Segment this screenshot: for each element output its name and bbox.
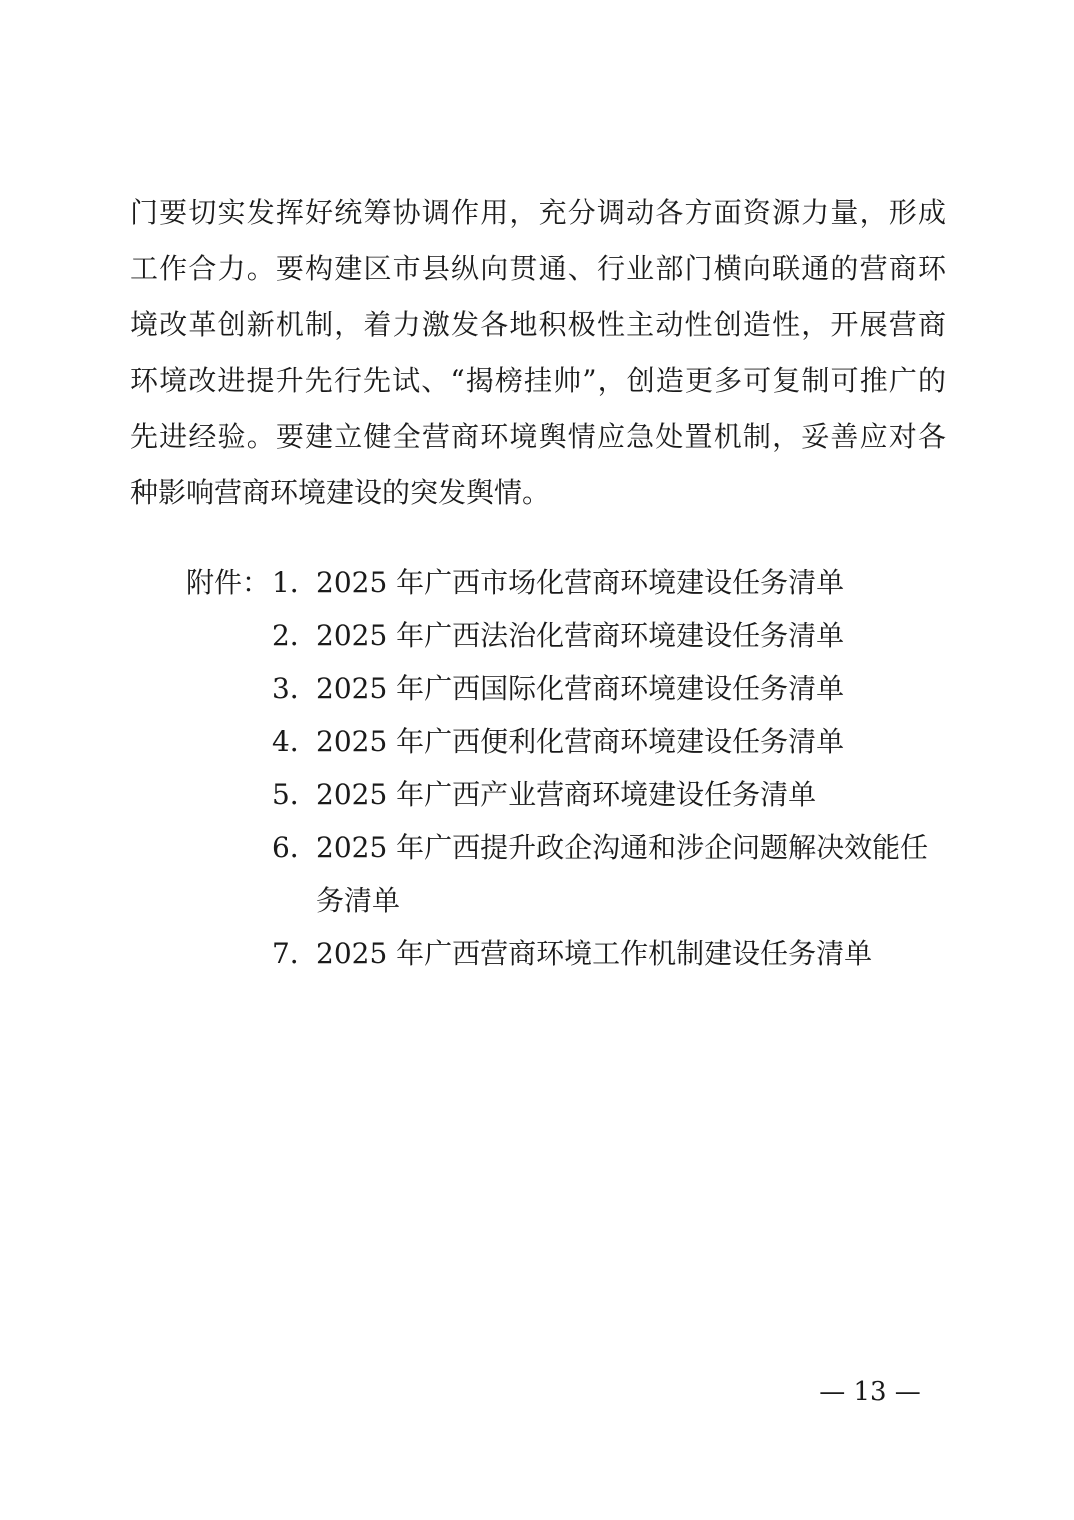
body-line: 门要切实发挥好统筹协调作用，充分调动各方面资源力量，形成 — [130, 196, 946, 229]
attachment-item — [186, 768, 946, 821]
attachment-item — [186, 715, 946, 768]
attachment-title: 2025 年广西营商环境工作机制建设任务清单 — [316, 937, 873, 970]
attachment-number: 4． — [272, 725, 318, 758]
attachment-label: 附件： — [186, 566, 271, 599]
attachment-title: 2025 年广西提升政企沟通和涉企问题解决效能任务清单 — [316, 831, 929, 917]
attachment-item — [186, 609, 946, 662]
attachment-title: 2025 年广西便利化营商环境建设任务清单 — [316, 725, 845, 758]
attachment-title: 2025 年广西法治化营商环境建设任务清单 — [316, 619, 845, 652]
body-line: 种影响营商环境建设的突发舆情。 — [130, 476, 551, 509]
attachment-item — [186, 556, 946, 609]
attachment-number: 7． — [272, 937, 318, 970]
body-line: 境改革创新机制，着力激发各地积极性主动性创造性，开展营商 — [130, 308, 946, 341]
body-line: 工作合力。要构建区市县纵向贯通、行业部门横向联通的营商环 — [130, 252, 946, 285]
attachment-number: 1． — [272, 566, 318, 599]
attachment-item — [186, 662, 946, 715]
attachment-item — [186, 821, 946, 927]
attachment-number: 2． — [272, 619, 318, 652]
attachment-title: 2025 年广西产业营商环境建设任务清单 — [316, 778, 817, 811]
page-number: — 13 — — [819, 1377, 921, 1407]
attachment-number: 6． — [272, 831, 318, 864]
attachment-title: 2025 年广西国际化营商环境建设任务清单 — [316, 672, 845, 705]
body-line: 先进经验。要建立健全营商环境舆情应急处置机制，妥善应对各 — [130, 420, 946, 453]
body-paragraph — [130, 185, 946, 521]
attachment-item — [186, 927, 946, 980]
attachment-number: 5． — [272, 778, 318, 811]
attachment-number: 3． — [272, 672, 318, 705]
attachment-title: 2025 年广西市场化营商环境建设任务清单 — [316, 566, 845, 599]
attachment-list — [186, 556, 946, 980]
body-line: 环境改进提升先行先试、“揭榜挂帅”，创造更多可复制可推广的 — [130, 364, 946, 397]
